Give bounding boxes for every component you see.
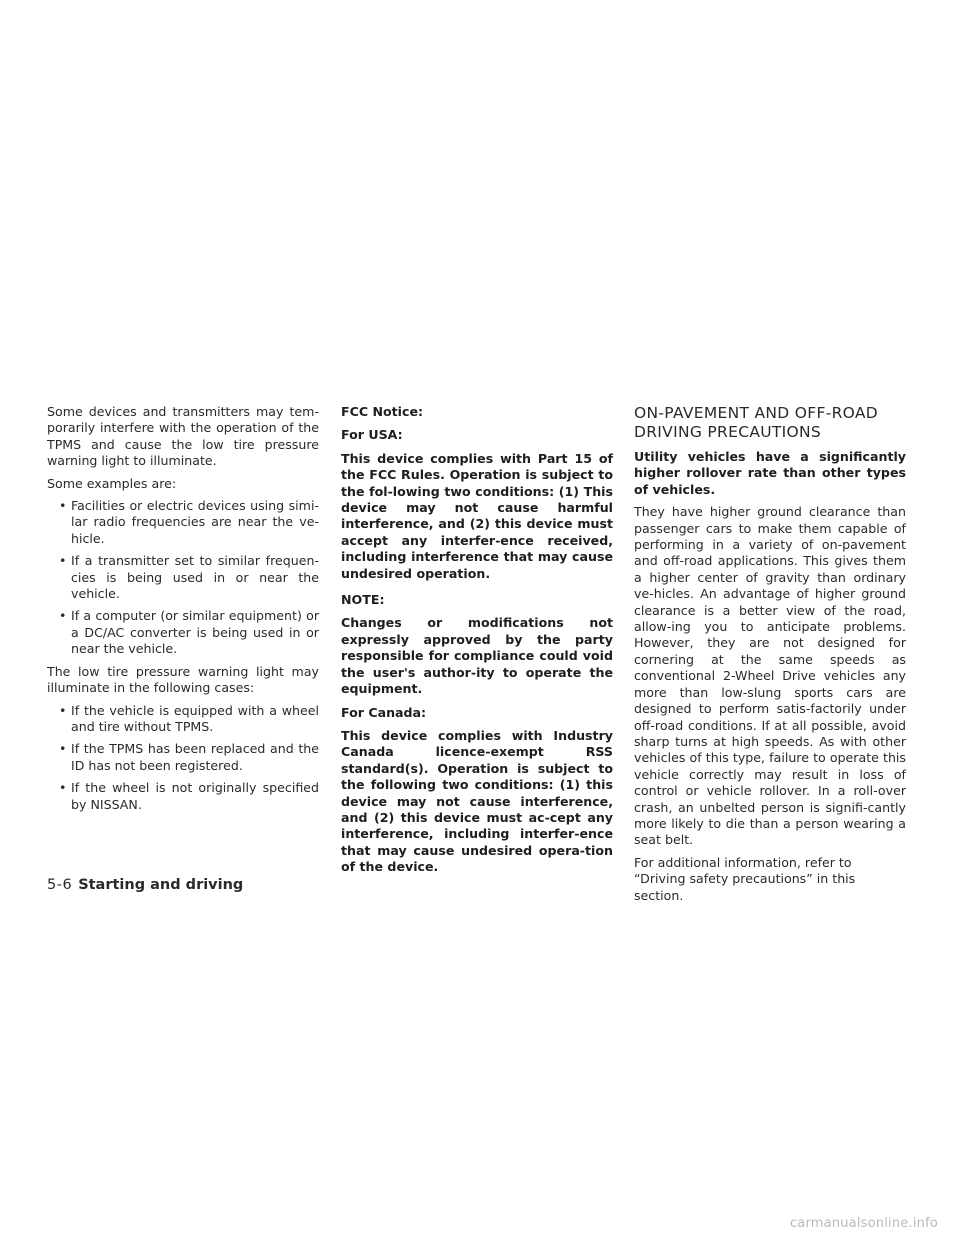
examples-list [47, 498, 319, 658]
intro-paragraph: Some devices and transmitters may tem-porarily interfere with the operation of the TPMS and cause the low tire pressure warning light to illuminate. [47, 404, 319, 469]
clearance-paragraph: They have higher ground clearance than passenger cars to make them capable of performing in a variety of on-pavement and off-road applications. This gives them a higher center of gravity than ordinary ve-hicles. An advantage of higher ground clearance is a better view of the road, allow-ing you to anticipate problems. However, they are not designed for cornering at the same speeds as conventional 2-Wheel Drive vehicles any more than low-slung sports cars are designed to perform satis-factorily under off-road conditions. If at all possible, avoid sharp turns at high speeds. As with other vehicles of this type, failure to operate this vehicle correctly may result in loss of control or vehicle rollover. In a roll-over crash, an unbelted person is signifi-cantly more likely to die than a person wearing a seat belt. [634, 504, 906, 848]
rollover-warning: Utility vehicles have a significantly higher rollover rate than other types of vehicles. [634, 449, 906, 497]
canada-compliance-text: This device complies with Industry Canada licence-exempt RSS standard(s). Operation is subject to the following two conditions: (1) this device may not cause interference, and (2) this device must ac-cept any interference, including interfer-ence that may cause undesired opera-tion of the device. [341, 727, 613, 875]
note-heading: NOTE: [341, 592, 385, 608]
list-item: • If the vehicle is equipped with a wheel and tire without TPMS. [47, 703, 319, 736]
cases-list [47, 703, 319, 813]
page-footer [47, 877, 243, 893]
list-item: • Facilities or electric devices using simi-lar radio frequencies are near the ve-hicle. [47, 498, 319, 547]
list-item: • If a computer (or similar equipment) or a DC/AC converter is being used in or near the vehicle. [47, 608, 319, 657]
middle-column [341, 404, 613, 883]
cases-paragraph: The low tire pressure warning light may illuminate in the following cases: [47, 663, 319, 696]
section-heading-line1: ON-PAVEMENT AND OFF-ROAD [634, 404, 879, 422]
right-column [634, 404, 906, 910]
section-heading [634, 404, 906, 441]
examples-label: Some examples are: [47, 475, 177, 491]
list-item: • If the TPMS has been replaced and the ID has not been registered. [47, 741, 319, 774]
note-text: Changes or modifications not expressly approved by the party responsible for compliance could void the user's author-ity to operate the equipment. [341, 615, 613, 697]
page-number: 5-6 [47, 877, 73, 893]
list-item: • If a transmitter set to similar frequen-cies is being used in or near the vehicle. [47, 553, 319, 602]
fcc-notice-heading: FCC Notice: [341, 404, 424, 419]
list-item: • If the wheel is not originally specified by NISSAN. [47, 780, 319, 813]
left-column [47, 404, 319, 819]
for-canada-heading: For Canada: [341, 704, 427, 720]
reference-paragraph: For additional information, refer to “Driving safety precautions” in this section. [634, 854, 856, 903]
section-title: Starting and driving [78, 877, 244, 893]
for-usa-heading: For USA: [341, 427, 403, 443]
watermark: carmanualsonline.info [789, 1216, 938, 1231]
usa-compliance-text: This device complies with Part 15 of the FCC Rules. Operation is subject to the fol-lowing two conditions: (1) This device may not cause harmful interference, and (2) this device must accept any interfer-ence received, including interference that may cause undesired operation. [341, 450, 613, 581]
section-heading-line2: DRIVING PRECAUTIONS [634, 422, 822, 441]
